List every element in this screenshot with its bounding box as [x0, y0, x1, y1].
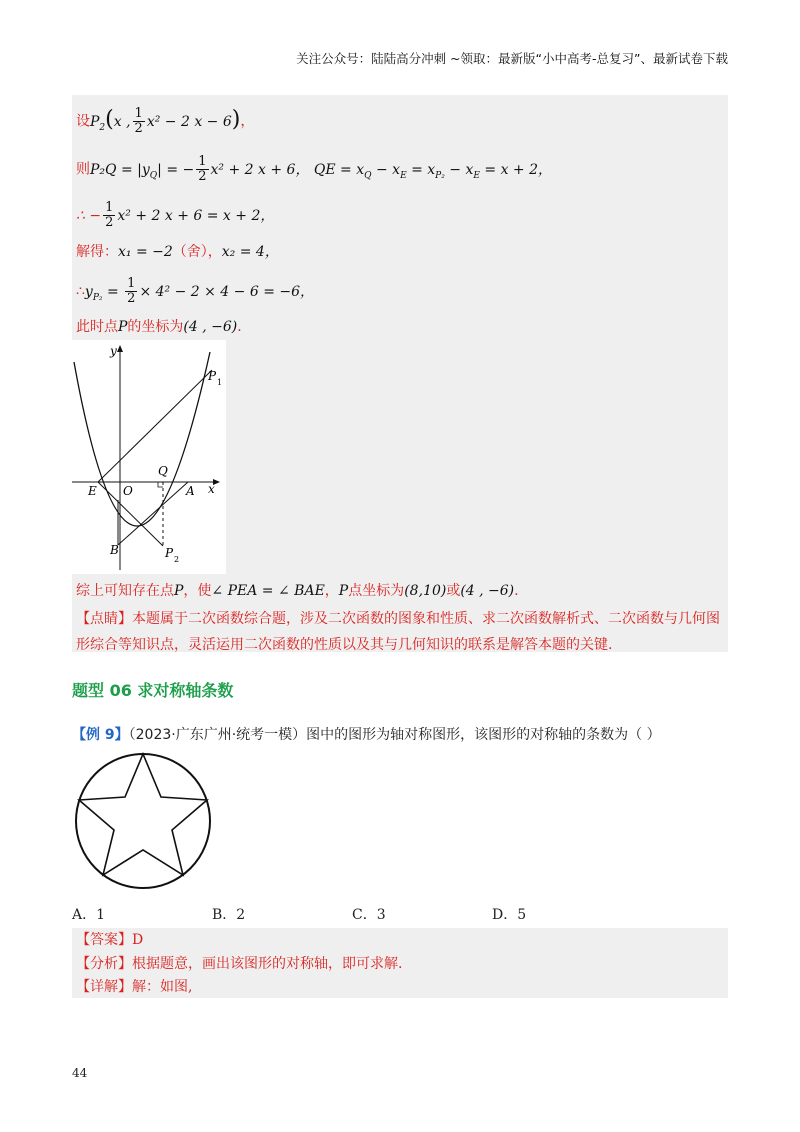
- solution-line-6: 此时点P的坐标为(4 , −6).: [76, 319, 242, 335]
- label-p2: P: [165, 546, 174, 560]
- label-q: Q: [158, 464, 168, 478]
- page-number: 44: [72, 1066, 88, 1080]
- section-title: 题型 06 求对称轴条数: [72, 681, 234, 700]
- parabola-graph: [72, 340, 226, 574]
- question-text: （2023·广东广州·统考一模）图中的图形为轴对称图形，该图形的对称轴的条数为（ ）: [128, 727, 661, 743]
- detail-line: 【详解】解：如图,: [76, 979, 193, 995]
- answer-block: [72, 928, 728, 998]
- solution-line-2: 则$P_2Q = |y_Q|$ = − $\frac{1}{2}$ x² + 2 x + 6， QE = $x_Q - x_E = x_{P_2} - x_E = x + 2$，: [76, 154, 553, 184]
- dianjing-line-1: 【点睛】本题属于二次函数综合题，涉及二次函数的图象和性质、求二次函数解析式、二次函数与几何图: [76, 611, 720, 627]
- fraction: $\frac{1}{2}$: [134, 106, 143, 136]
- option-a[interactable]: A．1: [72, 907, 106, 923]
- solution-line-3: ∴ − $\frac{1}{2}$ x² + 2 x + 6 = x + 2，: [76, 200, 275, 230]
- label-p1: P: [208, 369, 217, 383]
- label-p2-sub: 2: [174, 555, 180, 564]
- analysis-line: 【分析】根据题意，画出该图形的对称轴，即可求解.: [76, 956, 403, 972]
- label-o: O: [123, 484, 133, 498]
- y-axis-label: y: [110, 344, 117, 358]
- page-header: 关注公众号：陆陆高分冲刺 ~领取：最新版“小中高考-总复习”、最新试卷下载: [296, 51, 728, 66]
- answer-line: 【答案】D: [76, 932, 144, 948]
- text: ，: [240, 113, 255, 130]
- label-b: B: [110, 543, 119, 557]
- option-d[interactable]: D．5: [492, 907, 527, 923]
- parabola-figure: [72, 340, 226, 574]
- solution-line-1: 设$P_2(x$ , $\frac{1}{2}$ x² − 2 x − 6)，: [76, 106, 255, 136]
- math: x² − 2 x − 6: [146, 113, 232, 130]
- x-axis-label: x: [208, 482, 215, 496]
- option-b[interactable]: B．2: [212, 907, 246, 923]
- question-line: [72, 724, 661, 744]
- label-p1-sub: 1: [217, 378, 223, 387]
- option-c[interactable]: C．3: [352, 907, 386, 923]
- conclusion-line: 综上可知存在点P，使∠ PEA = ∠ BAE，P点坐标为(8,10)或(4 , −6).: [76, 583, 519, 599]
- star-in-circle-figure: [72, 750, 214, 892]
- solution-line-5: $\therefore y_{P_2}$ = $\frac{1}{2}$ × 4² − 2 × 4 − 6 = −6，: [76, 276, 315, 306]
- math: x ,: [113, 113, 131, 130]
- label-a: A: [186, 484, 195, 498]
- math: P: [90, 113, 100, 130]
- text: 设: [76, 113, 90, 130]
- dianjing-line-2: 形综合等知识点，灵活运用二次函数的性质以及其与几何知识的联系是解答本题的关键.: [76, 637, 613, 653]
- text: 则: [76, 161, 90, 178]
- solution-line-4: 解得：x₁ = −2（舍），x₂ = 4，: [76, 244, 279, 260]
- example-tag: 【例 9】: [72, 727, 129, 743]
- label-e: E: [88, 484, 97, 498]
- subscript: 2: [99, 122, 106, 133]
